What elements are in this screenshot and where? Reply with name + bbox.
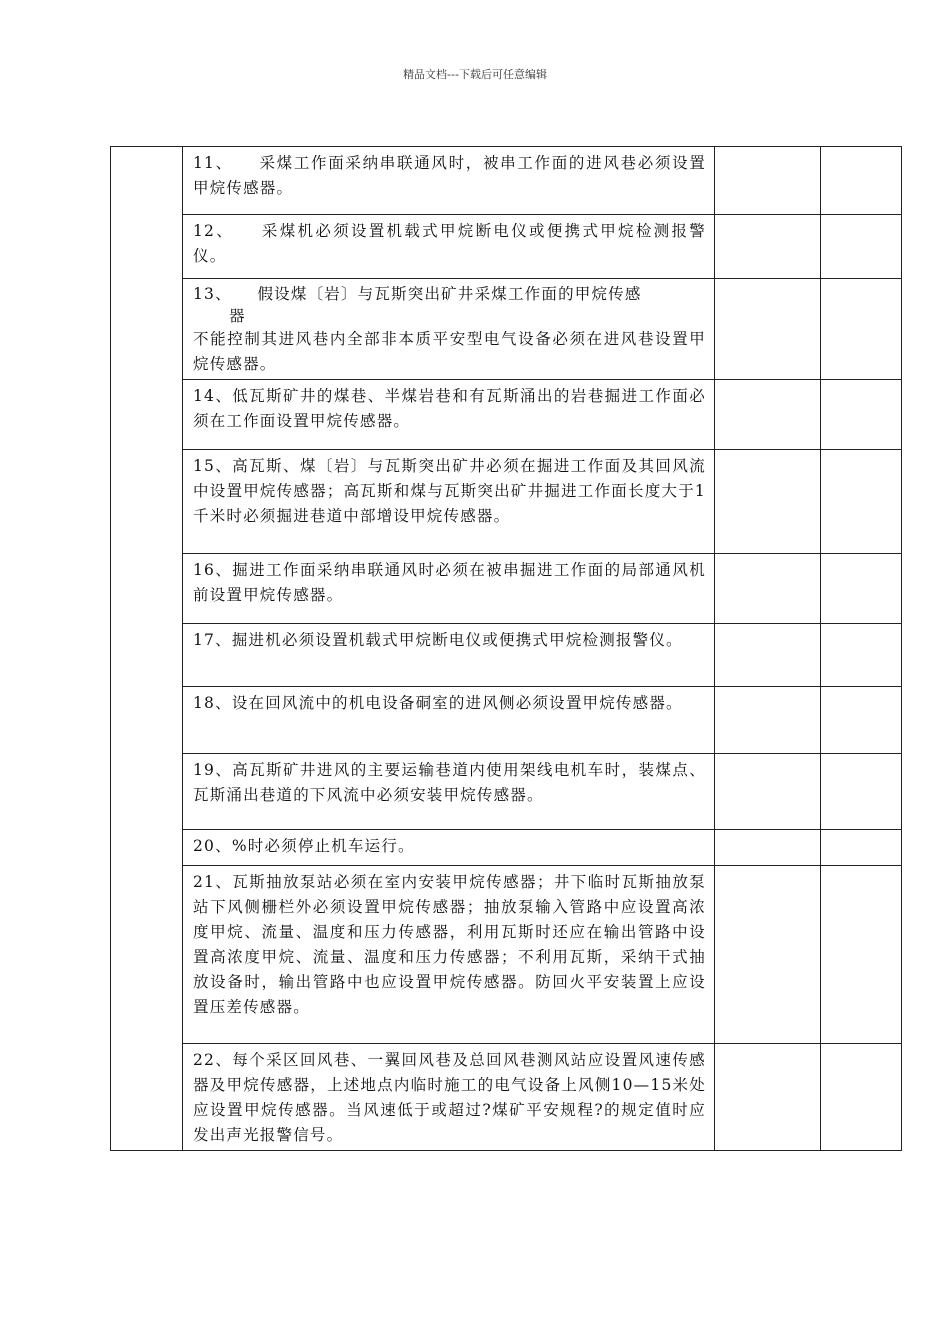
remark-cell (821, 754, 902, 830)
requirement-text-line: 不能控制其进风巷内全部非本质平安型电气设备必须在进风巷设置甲烷传感器。 (193, 330, 706, 373)
requirement-cell (183, 687, 715, 754)
requirement-text: 14、低瓦斯矿井的煤巷、半煤岩巷和有瓦斯涌出的岩巷掘进工作面必须在工作面设置甲烷传感器。 (193, 387, 706, 430)
table-row (111, 147, 902, 215)
requirement-text: 19、高瓦斯矿井进风的主要运输巷道内使用架线电机车时，装煤点、瓦斯涌出巷道的下风流中必须安装甲烷传感器。 (193, 761, 706, 804)
requirement-text: 17、掘进机必须设置机载式甲烷断电仪或便携式甲烷检测报警仪。 (193, 631, 683, 649)
remark-cell (821, 147, 902, 215)
requirement-text: 18、设在回风流中的机电设备硐室的进风侧必须设置甲烷传感器。 (193, 694, 683, 712)
requirement-cell (183, 1044, 715, 1151)
remark-cell (821, 450, 902, 554)
category-cell (111, 147, 183, 1151)
remark-cell (821, 687, 902, 754)
requirement-text: 15、高瓦斯、煤〔岩〕与瓦斯突出矿井必须在掘进工作面及其回风流中设置甲烷传感器；高瓦斯和煤与瓦斯突出矿井掘进工作面长度大于1千米时必须掘进巷道中部增设甲烷传感器。 (193, 457, 706, 525)
remark-cell (821, 215, 902, 279)
requirements-table (110, 146, 902, 1151)
check-cell (715, 830, 821, 866)
requirement-cell (183, 866, 715, 1044)
requirement-text: 22、每个采区回风巷、一翼回风巷及总回风巷测风站应设置风速传感器及甲烷传感器，上述地点内临时施工的电气设备上风侧10—15米处应设置甲烷传感器。当风速低于或超过?煤矿平安规程?的规定值时应发出声光报警信号。 (193, 1051, 706, 1144)
remark-cell (821, 866, 902, 1044)
requirement-cell (183, 754, 715, 830)
table-row (111, 830, 902, 866)
check-cell (715, 554, 821, 624)
requirement-cell (183, 147, 715, 215)
requirement-cell (183, 624, 715, 687)
requirement-cell (183, 380, 715, 450)
requirement-cell (183, 450, 715, 554)
requirement-text-line: 13、 假设煤〔岩〕与瓦斯突出矿井采煤工作面的甲烷传感 (193, 285, 642, 303)
requirement-text: 11、 采煤工作面采纳串联通风时，被串工作面的进风巷必须设置甲烷传感器。 (193, 154, 706, 197)
table-row (111, 554, 902, 624)
table-row (111, 450, 902, 554)
requirement-text: 21、瓦斯抽放泵站必须在室内安装甲烷传感器；井下临时瓦斯抽放泵站下风侧栅栏外必须设置甲烷传感器；抽放泵输入管路中应设置高浓度甲烷、流量、温度和压力传感器，利用瓦斯时还应在输出管路中设置高浓度甲烷、流量、温度和压力传感器；不利用瓦斯，采纳干式抽放设备时，输出管路中也应设置甲烷传感器。防回火平安装置上应设置压差传感器。 (193, 873, 706, 1016)
table-row (111, 866, 902, 1044)
remark-cell (821, 380, 902, 450)
check-cell (715, 147, 821, 215)
remark-cell (821, 624, 902, 687)
table-row (111, 754, 902, 830)
requirement-text (183, 279, 714, 379)
requirement-text-wrap: 器 (229, 307, 246, 325)
check-cell (715, 624, 821, 687)
check-cell (715, 1044, 821, 1151)
check-cell (715, 687, 821, 754)
check-cell (715, 754, 821, 830)
check-cell (715, 380, 821, 450)
table-row (111, 380, 902, 450)
check-cell (715, 279, 821, 380)
page-header: 精品文档---下载后可任意编辑 (403, 68, 547, 81)
table-row (111, 1044, 902, 1151)
remark-cell (821, 830, 902, 866)
requirement-text: 12、 采煤机必须设置机载式甲烷断电仪或便携式甲烷检测报警仪。 (193, 222, 706, 265)
table-row (111, 215, 902, 279)
table-row (111, 624, 902, 687)
table-row (111, 687, 902, 754)
table-row (111, 279, 902, 380)
remark-cell (821, 554, 902, 624)
requirement-cell (183, 554, 715, 624)
remark-cell (821, 1044, 902, 1151)
requirement-cell (183, 830, 715, 866)
check-cell (715, 215, 821, 279)
check-cell (715, 450, 821, 554)
requirement-cell (183, 215, 715, 279)
check-cell (715, 866, 821, 1044)
requirement-text: 16、掘进工作面采纳串联通风时必须在被串掘进工作面的局部通风机前设置甲烷传感器。 (193, 561, 706, 604)
remark-cell (821, 279, 902, 380)
requirement-cell (183, 279, 715, 380)
requirement-text: 20、%时必须停止机车运行。 (193, 837, 415, 855)
